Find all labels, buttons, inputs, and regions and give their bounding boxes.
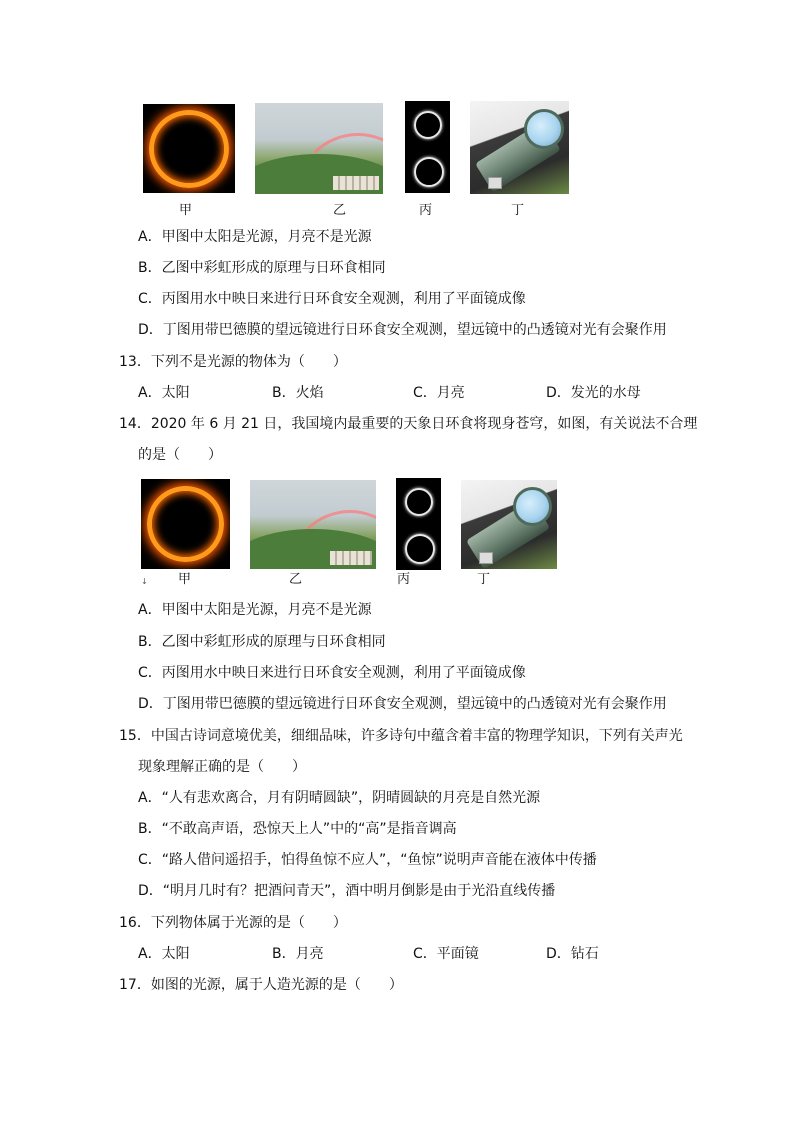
figure1-caption-bing: 丙: [419, 203, 433, 218]
q16-option-a: A．太阳: [138, 946, 190, 962]
q15-option-b: B．“不敢高声语，恐惊天上人”中的“高”是指音调高: [138, 821, 457, 837]
telescope-filter-image: [461, 480, 557, 569]
q13-stem: 13．下列不是光源的物体为（ ）: [119, 354, 347, 370]
q15-stem-line1: 15．中国古诗词意境优美，细细品味，许多诗句中蕴含着丰富的物理学知识，下列有关声光: [119, 728, 683, 744]
q15-stem-line2: 现象理解正确的是（ ）: [138, 759, 306, 775]
q13-option-d: D．发光的水母: [546, 385, 641, 401]
telescope-filter-image: [470, 101, 569, 194]
figure2-marker: ↓: [141, 577, 148, 586]
q15-option-d: D．“明月几时有？把酒问青天”，酒中明月倒影是由于光沿直线传播: [138, 883, 556, 899]
q16-option-c: C．平面镜: [413, 946, 479, 962]
rainbow-landscape-image: [255, 103, 383, 194]
q17-stem: 17．如图的光源，属于人造光源的是（ ）: [119, 977, 403, 993]
q13-option-c: C．月亮: [413, 385, 465, 401]
q14-option-b: B．乙图中彩虹形成的原理与日环食相同: [138, 634, 386, 650]
figure1-caption-jia: 甲: [179, 203, 193, 218]
q16-option-b: B．月亮: [272, 946, 324, 962]
solar-eclipse-ring-image: [141, 479, 230, 569]
figure1-caption-ding: 丁: [511, 203, 525, 218]
q14-stem-line1: 14．2020 年 6 月 21 日，我国境内最重要的天象日环食将现身苍穹，如图，有关说法不合理: [119, 416, 698, 432]
figure2-caption-jia: 甲: [178, 572, 192, 587]
water-reflection-eclipse-image: [405, 101, 450, 193]
figure2-caption-yi: 乙: [289, 572, 303, 587]
q12-option-d: D．丁图用带巴德膜的望远镜进行日环食安全观测，望远镜中的凸透镜对光有会聚作用: [138, 322, 667, 338]
q13-option-b: B．火焰: [272, 385, 324, 401]
q15-option-a: A．“人有悲欢离合，月有阴晴圆缺”，阴晴圆缺的月亮是自然光源: [138, 790, 541, 806]
q13-option-a: A．太阳: [138, 385, 190, 401]
q15-option-c: C．“路人借问遥招手，怕得鱼惊不应人”，“鱼惊”说明声音能在液体中传播: [138, 852, 597, 868]
q16-stem: 16．下列物体属于光源的是（ ）: [119, 915, 347, 931]
q14-stem-line2: 的是（ ）: [138, 447, 222, 463]
rainbow-landscape-image: [250, 480, 376, 569]
figure2-caption-ding: 丁: [477, 572, 491, 587]
figure1-caption-yi: 乙: [333, 203, 347, 218]
q14-option-c: C．丙图用水中映日来进行日环食安全观测，利用了平面镜成像: [138, 665, 526, 681]
q12-option-b: B．乙图中彩虹形成的原理与日环食相同: [138, 260, 386, 276]
q12-option-c: C．丙图用水中映日来进行日环食安全观测，利用了平面镜成像: [138, 291, 526, 307]
figure2-caption-bing: 丙: [397, 572, 411, 587]
q12-option-a: A．甲图中太阳是光源，月亮不是光源: [138, 229, 372, 245]
solar-eclipse-ring-image: [143, 104, 235, 193]
q14-option-d: D．丁图用带巴德膜的望远镜进行日环食安全观测，望远镜中的凸透镜对光有会聚作用: [138, 696, 667, 712]
q14-option-a: A．甲图中太阳是光源，月亮不是光源: [138, 602, 372, 618]
water-reflection-eclipse-image: [396, 478, 441, 570]
q16-option-d: D．钻石: [546, 946, 599, 962]
